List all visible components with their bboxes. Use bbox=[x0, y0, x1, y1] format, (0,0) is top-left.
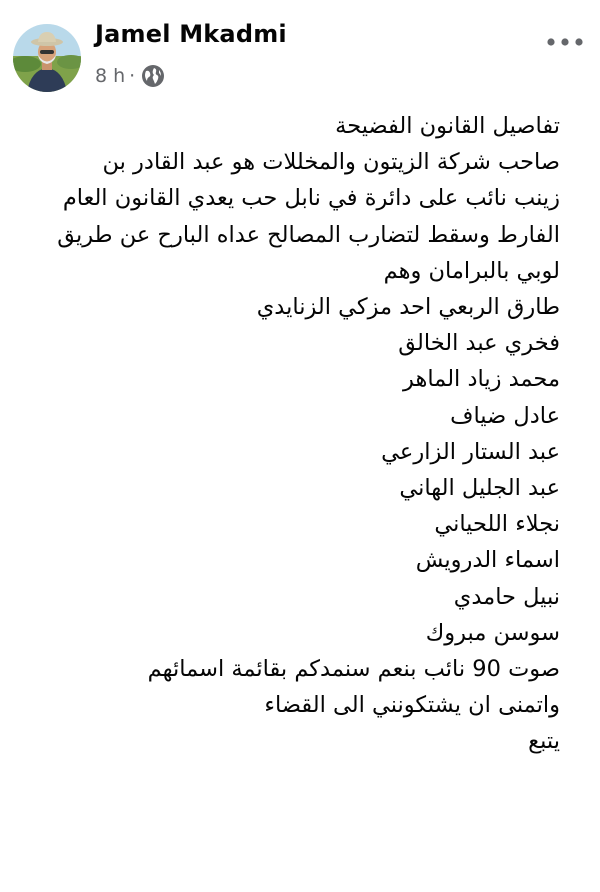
post-meta bbox=[95, 64, 165, 88]
post-text-line: واتمنى ان يشتكونني الى القضاء bbox=[264, 692, 560, 719]
post-text-line: يتبع bbox=[528, 728, 560, 755]
post-text-line: نجلاء اللحياني bbox=[434, 511, 560, 538]
avatar[interactable] bbox=[13, 24, 81, 92]
globe-icon[interactable] bbox=[141, 64, 165, 88]
post-text-line: اسماء الدرويش bbox=[415, 547, 560, 574]
avatar-photo bbox=[13, 24, 81, 92]
post-text-line: نبيل حامدي bbox=[453, 583, 560, 610]
post-text-line: سوسن مبروك bbox=[425, 619, 560, 646]
post-text-line: عادل ضياف bbox=[450, 402, 560, 429]
post-body bbox=[20, 108, 560, 760]
post-text-line: تفاصيل القانون الفضيحة bbox=[335, 113, 560, 139]
post-text-line: صاحب شركة الزيتون والمخللات هو عبد القادر بن bbox=[102, 149, 560, 176]
post-text-line: عبد الستار الزارعي bbox=[381, 438, 560, 465]
post-text-line: الفارط وسقط لتضارب المصالح عداه البارح عن طريق bbox=[57, 221, 560, 248]
post-text-line: صوت 90 نائب بنعم سنمدكم بقائمة اسمائهم bbox=[147, 656, 560, 683]
post-text-line: زينب نائب على دائرة في نابل حب يعدي القانون العام bbox=[62, 185, 560, 212]
post-time[interactable]: 8 h bbox=[95, 65, 126, 87]
post-text-line: لوبي بالبرامان وهم bbox=[383, 257, 560, 284]
post-text-line: فخري عبد الخالق bbox=[398, 330, 560, 357]
post-text-line: طارق الربعي احد مزكي الزنايدي bbox=[256, 294, 560, 321]
post-text-line: محمد زياد الماهر bbox=[403, 366, 560, 393]
meta-separator: · bbox=[129, 65, 136, 87]
more-options-icon[interactable] bbox=[546, 34, 584, 50]
author-name[interactable]: Jamel Mkadmi bbox=[95, 20, 287, 48]
post-text-line: عبد الجليل الهاني bbox=[399, 475, 560, 502]
